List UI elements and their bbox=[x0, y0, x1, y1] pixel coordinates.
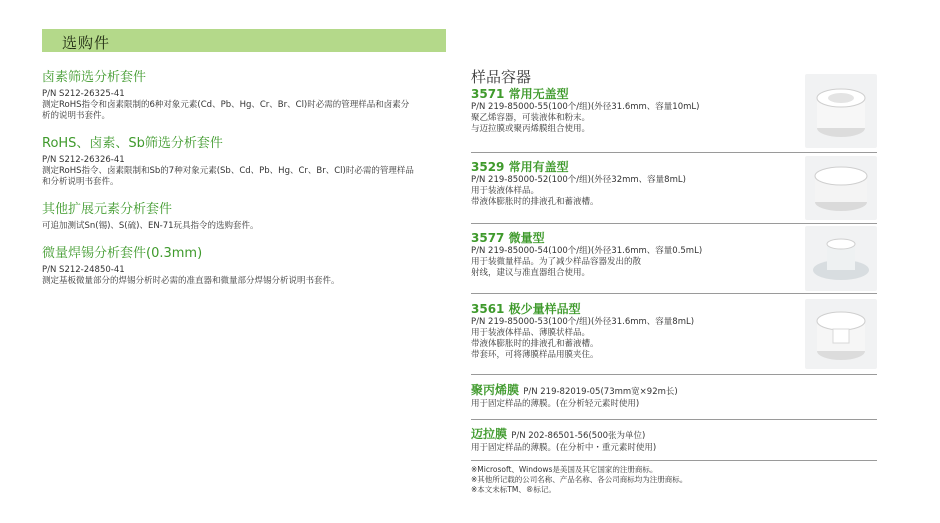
divider bbox=[471, 374, 877, 375]
container-line: 用于装液体样品、薄膜状样品。 bbox=[471, 328, 591, 338]
cup-icon bbox=[805, 226, 877, 291]
kit-item bbox=[42, 132, 452, 188]
container-line: 聚乙烯容器，可装液体和粉末。 bbox=[471, 113, 591, 123]
kit-title: 其他扩展元素分析套件 bbox=[42, 202, 173, 217]
divider bbox=[471, 419, 877, 420]
footnote: ※Microsoft、Windows是美国及其它国家的注册商标。 bbox=[471, 465, 658, 474]
kit-item bbox=[42, 198, 452, 232]
container-photo-3571 bbox=[805, 74, 877, 148]
container-title: 3529 常用有盖型 bbox=[471, 160, 569, 174]
container-line: P/N 219-85000-52(100个/组)(外径32mm、容量8mL) bbox=[471, 175, 686, 185]
divider bbox=[471, 460, 877, 461]
footnote: ※本文未标TM、®标记。 bbox=[471, 485, 556, 494]
film-name: 迈拉膜 bbox=[471, 427, 508, 441]
film-desc: 用于固定样品的薄膜。(在分析轻元素时使用) bbox=[471, 399, 640, 409]
section-banner bbox=[42, 29, 446, 52]
divider bbox=[471, 152, 877, 153]
container-line: 射线，建议与准直器组合使用。 bbox=[471, 268, 591, 278]
container-title: 3577 微量型 bbox=[471, 231, 545, 245]
film-name: 聚丙烯膜 bbox=[471, 383, 520, 397]
kit-desc-line: 可追加测试Sn(锡)、S(硫)、EN-71玩具指令的选购套件。 bbox=[42, 221, 259, 231]
section-title: 选购件 bbox=[62, 34, 111, 52]
film-heading bbox=[471, 381, 881, 398]
kit-title: 卤素筛选分析套件 bbox=[42, 70, 147, 85]
divider bbox=[471, 293, 877, 294]
kit-desc-line: 和分析说明书套件。 bbox=[42, 177, 119, 187]
cup-icon bbox=[805, 156, 877, 220]
container-photo-3577 bbox=[805, 226, 877, 291]
kit-desc-line: 测定基板微量部分的焊锡分析时必需的准直器和微量部分焊锡分析说明书套件。 bbox=[42, 276, 340, 286]
container-title: 3571 常用无盖型 bbox=[471, 87, 569, 101]
film-heading bbox=[471, 425, 881, 442]
film-part-number: P/N 219-82019-05(73mm宽×92m长) bbox=[523, 387, 678, 397]
container-line: 用于装液体样品。 bbox=[471, 186, 540, 196]
film-desc: 用于固定样品的薄膜。(在分析中・重元素时使用) bbox=[471, 443, 657, 453]
kit-item bbox=[42, 242, 452, 287]
container-line: 带液体膨胀时的排液孔和蓄液槽。 bbox=[471, 339, 599, 349]
kit-part-number: P/N S212-24850-41 bbox=[42, 265, 125, 275]
kit-desc-line: 测定RoHS指令、卤素限制和Sb的7种对象元素(Sb、Cd、Pb、Hg、Cr、Br、Cl)时必需的管理样品 bbox=[42, 166, 414, 176]
container-line: P/N 219-85000-53(100个/组)(外径31.6mm、容量8mL) bbox=[471, 317, 695, 327]
container-line: 用于装微量样品。为了减少样品容器发出的散 bbox=[471, 257, 642, 267]
container-line: 与迈拉膜或聚丙烯膜组合使用。 bbox=[471, 124, 591, 134]
film-item bbox=[471, 425, 881, 454]
container-line: 带套环，可将薄膜样品用膜夹住。 bbox=[471, 350, 599, 360]
container-title: 3561 极少量样品型 bbox=[471, 302, 581, 316]
cup-icon bbox=[805, 74, 877, 148]
container-photo-3529 bbox=[805, 156, 877, 220]
kit-desc-line: 测定RoHS指令和卤素限制的6种对象元素(Cd、Pb、Hg、Cr、Br、Cl)时必需的管理样品和卤素分 bbox=[42, 100, 410, 110]
container-line: 带液体膨胀时的排液孔和蓄液槽。 bbox=[471, 197, 599, 207]
containers-heading: 样品容器 bbox=[471, 68, 532, 86]
container-line: P/N 219-85000-55(100个/组)(外径31.6mm、容量10mL) bbox=[471, 102, 700, 112]
kit-item bbox=[42, 66, 452, 122]
container-line: P/N 219-85000-54(100个/组)(外径31.6mm、容量0.5mL) bbox=[471, 246, 703, 256]
divider bbox=[471, 223, 877, 224]
cup-icon bbox=[805, 299, 877, 369]
kit-title: RoHS、卤素、Sb筛选分析套件 bbox=[42, 136, 223, 151]
kit-title: 微量焊锡分析套件(0.3mm) bbox=[42, 246, 203, 261]
container-photo-3561 bbox=[805, 299, 877, 369]
film-part-number: P/N 202-86501-56(500张为单位) bbox=[511, 431, 646, 441]
option-kit-list bbox=[42, 66, 452, 297]
kit-desc-line: 析的说明书套件。 bbox=[42, 111, 111, 121]
kit-part-number: P/N S212-26326-41 bbox=[42, 155, 125, 165]
footnotes bbox=[471, 465, 687, 495]
kit-part-number: P/N S212-26325-41 bbox=[42, 89, 125, 99]
film-item bbox=[471, 381, 881, 410]
footnote: ※其他所记载的公司名称、产品名称、各公司商标均为注册商标。 bbox=[471, 475, 688, 484]
